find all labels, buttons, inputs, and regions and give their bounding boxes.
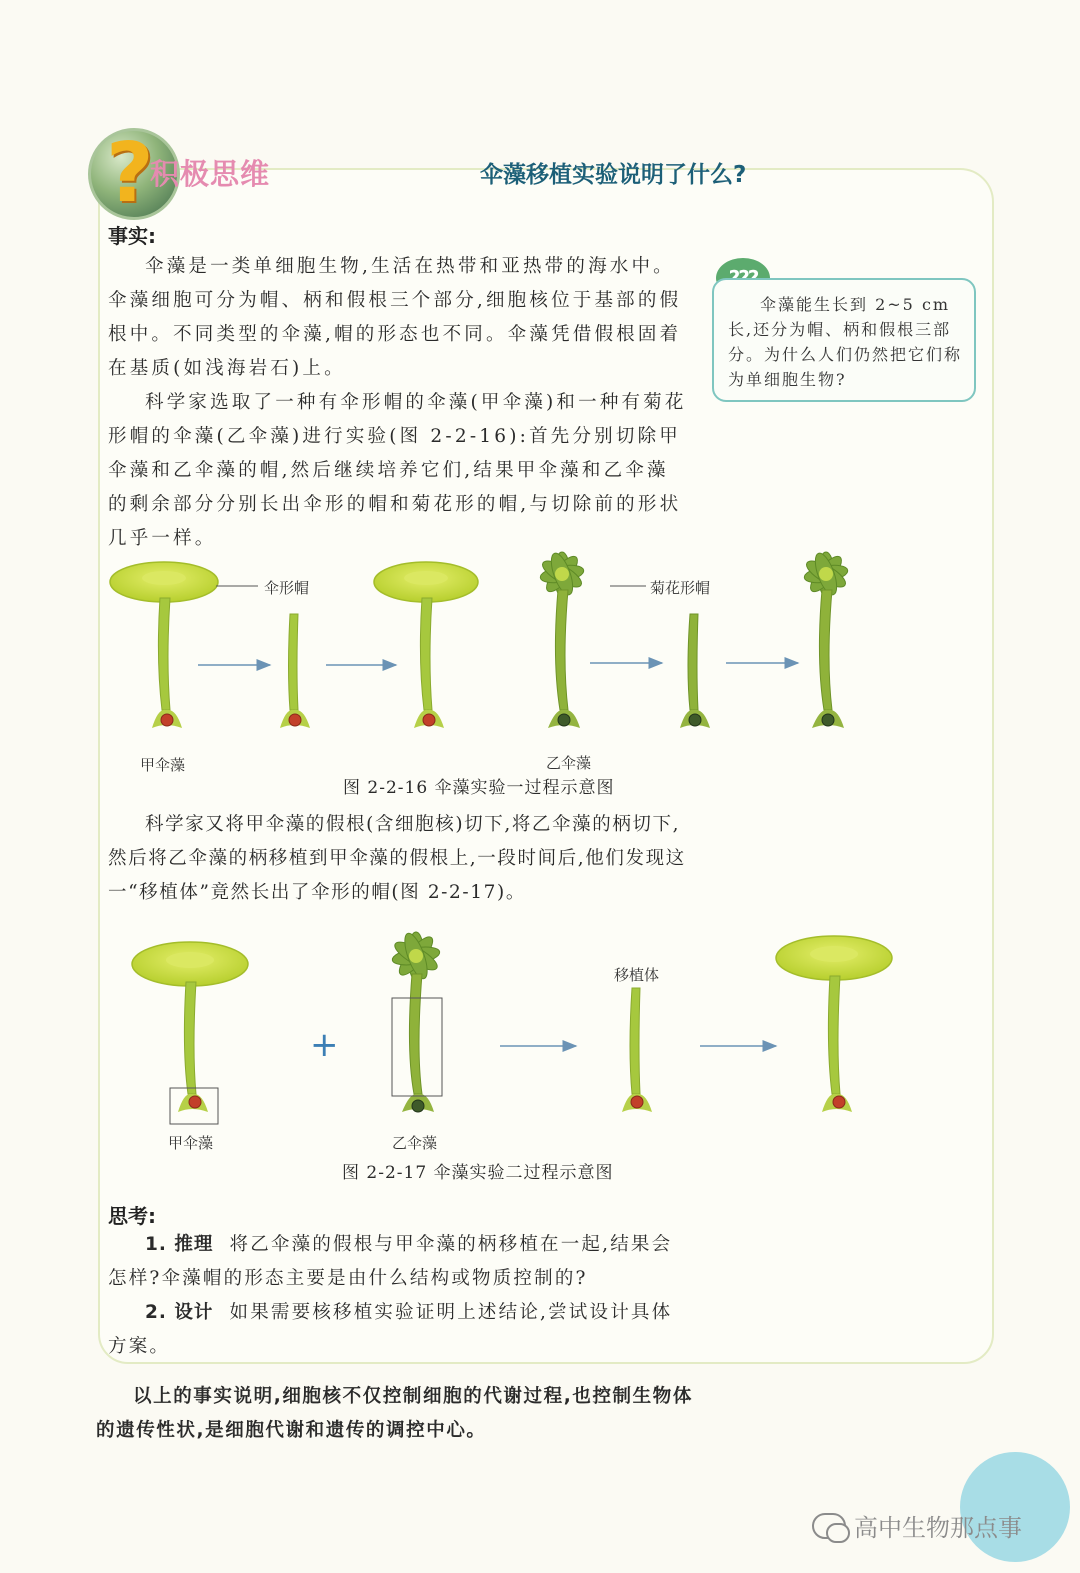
- facts-paragraph-2: 科学家选取了一种有伞形帽的伞藻(甲伞藻)和一种有菊花形帽的伞藻(乙伞藻)进行实验(图 2-2-16):首先分别切除甲伞藻和乙伞藻的帽,然后继续培养它们,结果甲伞藻和乙伞藻的剩余部分分别长出伞形的帽和菊花形的帽,与切除前的形状几乎一样。: [108, 392, 687, 549]
- plant-b-chrysanthemum: [539, 551, 585, 728]
- page-corner-decoration: [960, 1452, 1070, 1562]
- side-note: [712, 278, 976, 402]
- q1-label: 1. 推理: [145, 1234, 214, 1255]
- figure-experiment-1: [100, 550, 880, 760]
- thinking-question-2: [108, 1296, 688, 1364]
- label-plant-b: 乙伞藻: [546, 754, 592, 772]
- label-umbrella-cap: 伞形帽: [264, 579, 310, 597]
- thinking-heading: 思考:: [108, 1204, 156, 1228]
- label-plant-a: 甲伞藻: [140, 756, 186, 774]
- plant-graft: [622, 988, 652, 1112]
- q2-text: 如果需要核移植实验证明上述结论,尝试设计具体方案。: [108, 1302, 673, 1357]
- figure2-caption: 图 2-2-17 伞藻实验二过程示意图: [342, 1163, 614, 1183]
- label-chrysanthemum-cap: 菊花形帽: [650, 579, 711, 597]
- watermark: [812, 1508, 1022, 1543]
- plant-graft-grown: [776, 936, 892, 1112]
- plant-a-cut: [280, 614, 310, 728]
- plant-b-cut: [680, 614, 710, 728]
- plant-b-donor: [391, 931, 442, 1112]
- label-plant-b-2: 乙伞藻: [392, 1134, 438, 1152]
- q1-text: 将乙伞藻的假根与甲伞藻的柄移植在一起,结果会怎样?伞藻帽的形态主要是由什么结构或物质控制的?: [108, 1234, 673, 1289]
- wechat-icon: [812, 1513, 846, 1539]
- watermark-text: 高中生物那点事: [854, 1514, 1022, 1542]
- plant-b-regrown: [803, 551, 849, 728]
- figure1-caption: 图 2-2-16 伞藻实验一过程示意图: [343, 778, 615, 798]
- q2-label: 2. 设计: [145, 1302, 214, 1323]
- label-plant-a-2: 甲伞藻: [168, 1134, 214, 1152]
- side-note-text: 伞藻能生长到 2~5 cm 长,还分为帽、柄和假根三部分。为什么人们仍然把它们称为单细胞生物?: [728, 295, 963, 389]
- facts-paragraph-3: 科学家又将甲伞藻的假根(含细胞核)切下,将乙伞藻的柄切下,然后将乙伞藻的柄移植到甲伞藻的假根上,一段时间后,他们发现这一“移植体”竟然长出了伞形的帽(图 2-2-17)。: [108, 814, 686, 903]
- plant-a-regrown: [374, 562, 478, 728]
- label-graft: 移植体: [614, 966, 660, 984]
- thinking-question-1: [108, 1228, 688, 1296]
- section-title: 积极思维: [150, 157, 271, 191]
- facts-heading: 事实:: [108, 224, 156, 248]
- plant-a-donor: [132, 942, 248, 1124]
- question-mark-icon: ?: [106, 126, 154, 221]
- topic-title: 伞藻移植实验说明了什么?: [480, 162, 747, 188]
- plus-sign: +: [310, 1025, 339, 1065]
- facts-paragraph-1: 伞藻是一类单细胞生物,生活在热带和亚热带的海水中。伞藻细胞可分为帽、柄和假根三个部分,细胞核位于基部的假根中。不同类型的伞藻,帽的形态也不同。伞藻凭借假根固着在基质(如浅海岩石)上。: [108, 256, 682, 379]
- plant-a-umbrella: [110, 562, 218, 728]
- figure-experiment-2: [120, 930, 900, 1140]
- conclusion-text: 以上的事实说明,细胞核不仅控制细胞的代谢过程,也控制生物体的遗传性状,是细胞代谢和遗传的调控中心。: [96, 1386, 693, 1441]
